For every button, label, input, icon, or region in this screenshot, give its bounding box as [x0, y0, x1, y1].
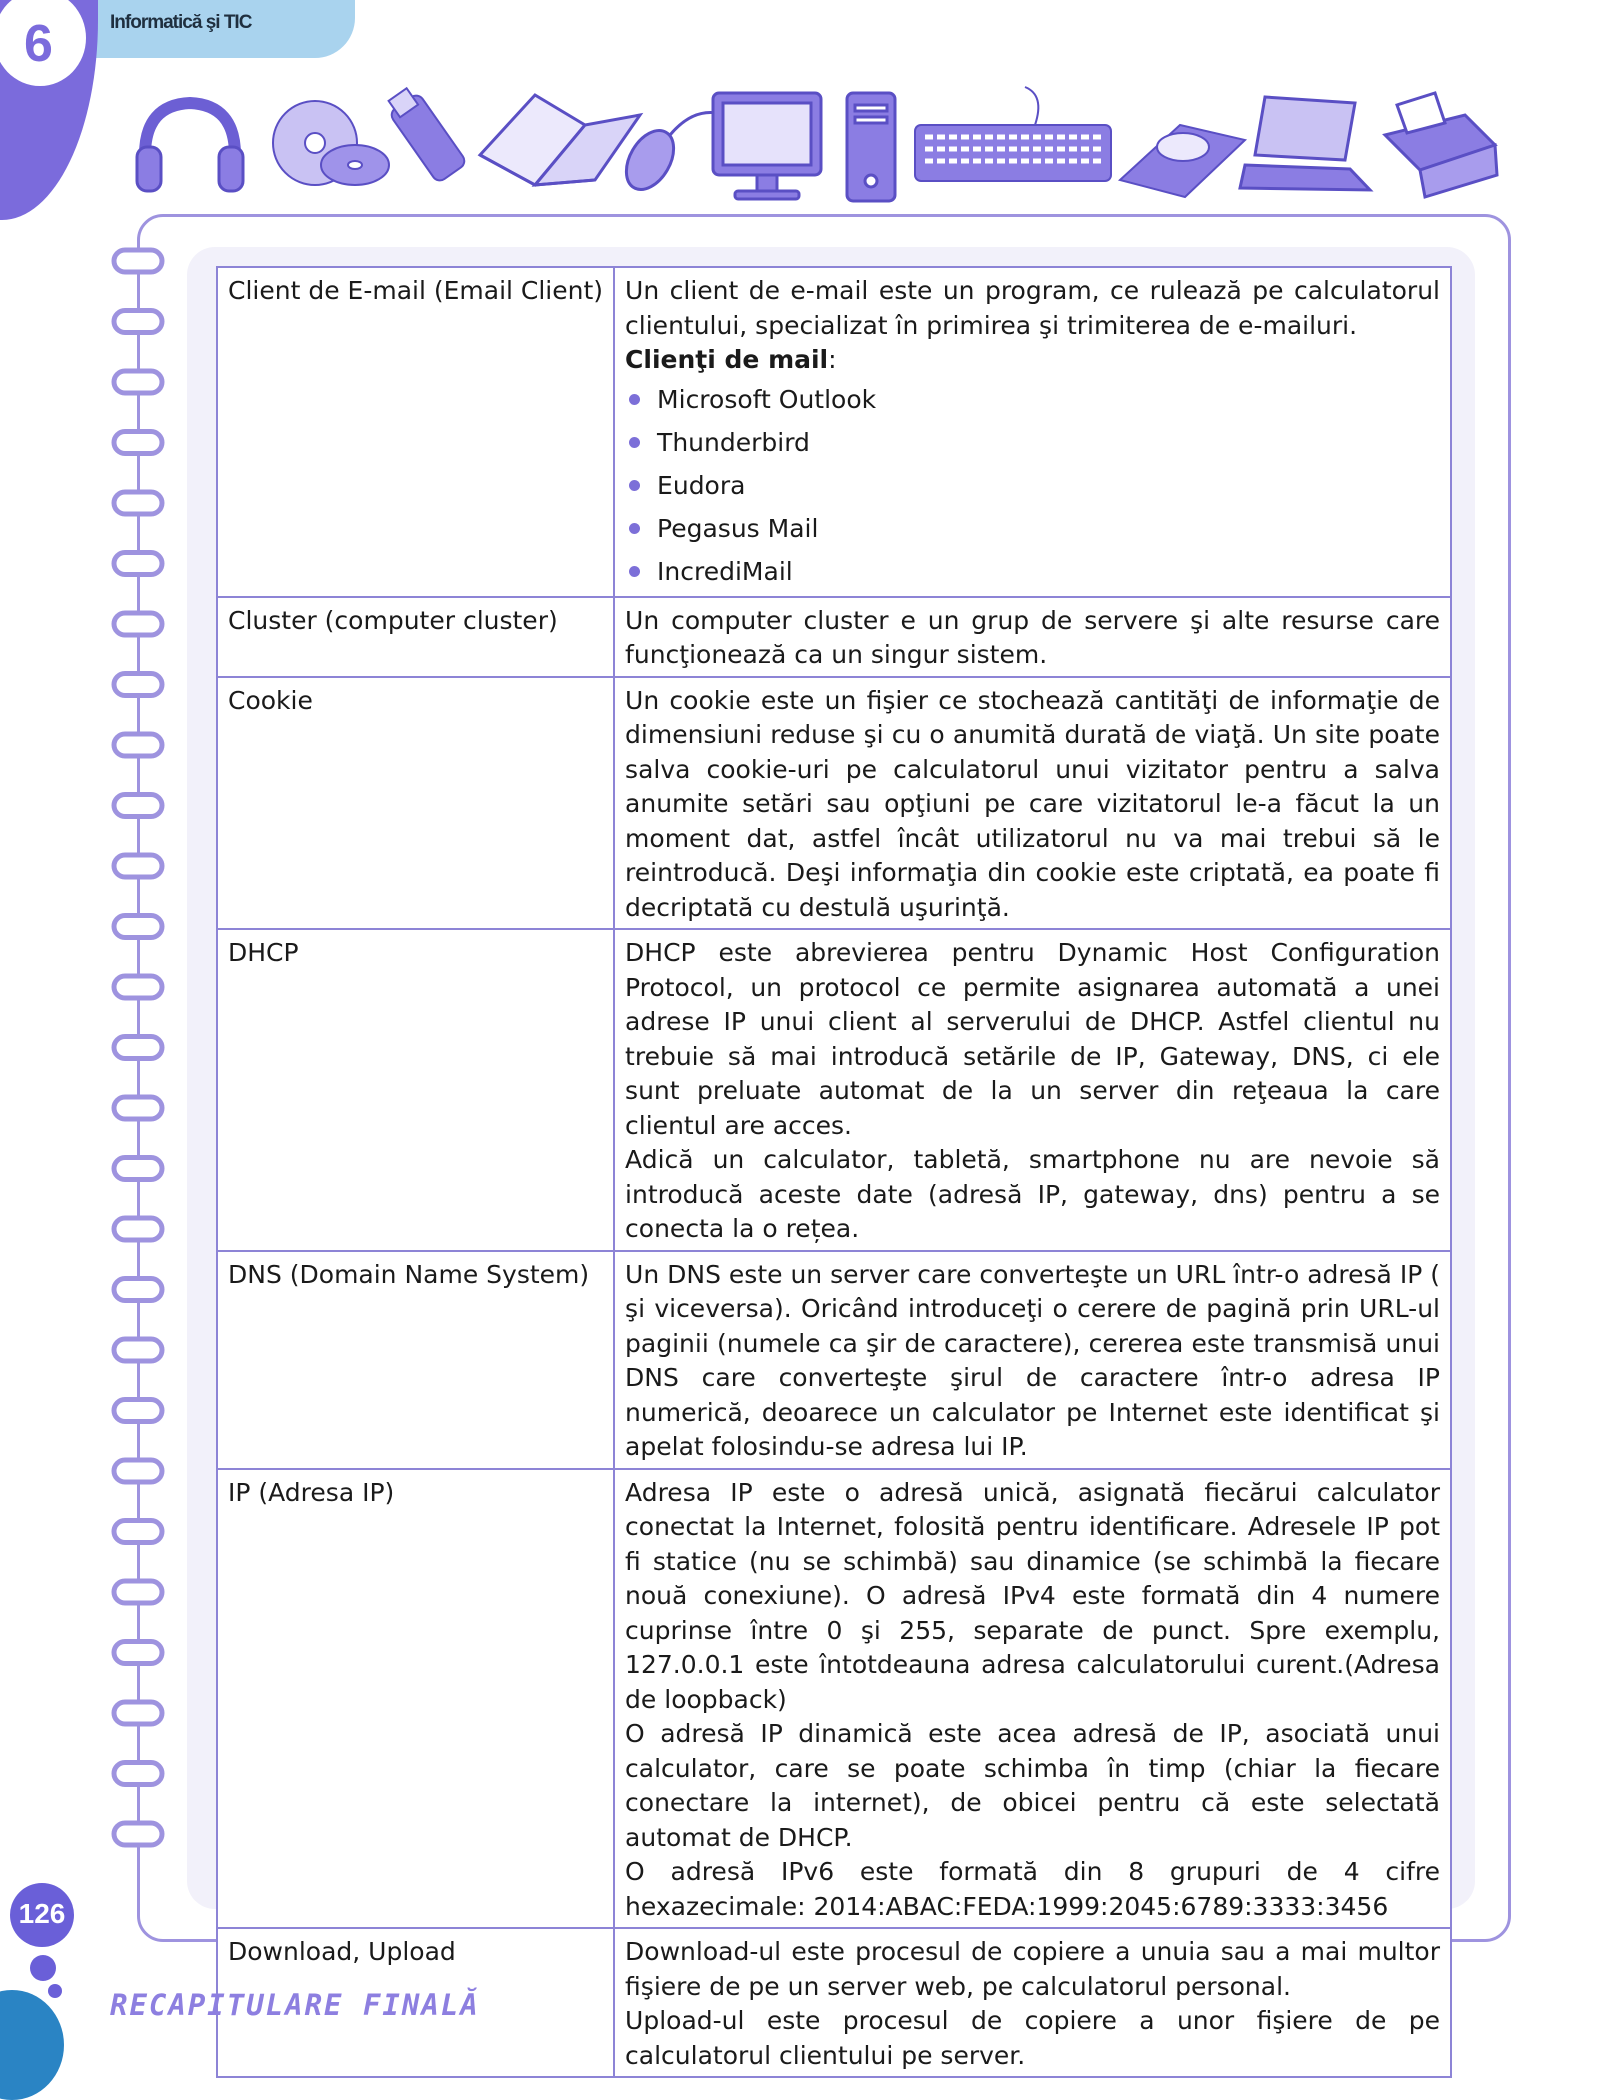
binding-ring [114, 1158, 162, 1180]
glossary-definition [614, 1251, 1451, 1469]
section-label: RECAPITULARE FINALĂ [110, 1988, 480, 2022]
binding-ring [114, 1218, 162, 1240]
binding-ring [114, 1521, 162, 1543]
glossary-term: Download, Upload [217, 1928, 614, 2077]
definition-paragraph: Un DNS este un server care converteşte un URL într-o adresă IP ( şi viceversa). Oricând introduceţi o cerere de pagină prin URL-ul paginii (numele ca şir de caractere), cererea este transmisă unui DNS care converteşte şirul de caractere într-o adresa IP numerică, deoarece un calculator pe Internet este identificat şi apelat folosindu-se adresa lui IP. [625, 1259, 1440, 1461]
device-icon-strip [135, 85, 1505, 210]
glossary-table [216, 266, 1452, 2078]
binding-ring [114, 1339, 162, 1361]
usb-stick-icon [389, 88, 468, 183]
binding-ring [114, 976, 162, 998]
glossary-definition [614, 1469, 1451, 1929]
monitor-icon [713, 93, 821, 199]
mail-client-list [625, 378, 1440, 593]
binding-ring [114, 613, 162, 635]
binding-ring [114, 1400, 162, 1422]
binding-ring [114, 1279, 162, 1301]
binding-ring [114, 1097, 162, 1119]
laptop-icon [1240, 97, 1370, 190]
binding-ring [114, 1763, 162, 1785]
definition-paragraph: DHCP este abrevierea pentru Dynamic Host Configuration Protocol, un protocol ce permite asignarea automată a unei adrese IP unui client al serverului de DHCP. Astfel clientul nu trebuie să mai introducă setările de IP, Gateway, DNS, ci ele sunt preluate automat de la un server din reţeaua la care clientul are acces. [625, 938, 1440, 1140]
list-heading: Clienţi de mail [625, 345, 829, 374]
page-number: 126 [18, 1898, 66, 1929]
definition-paragraph: Adică un calculator, tabletă, smartphone nu are nevoie să introducă aceste date (adresă IP, gateway, dns) pentru a se conecta la o rețea. [625, 1145, 1440, 1243]
list-item: Eudora [625, 464, 1440, 507]
glossary-term: IP (Adresa IP) [217, 1469, 614, 1929]
glossary-row [217, 597, 1451, 677]
list-item: IncrediMail [625, 550, 1440, 593]
book-mouse-icon [1120, 125, 1245, 197]
glossary-row [217, 929, 1451, 1251]
binding-ring [114, 734, 162, 756]
glossary-row [217, 677, 1451, 930]
binding-ring [114, 250, 162, 272]
binding-ring [114, 311, 162, 333]
printer-icon [1385, 93, 1497, 197]
glossary-term: Cookie [217, 677, 614, 930]
open-book-icon [480, 95, 640, 185]
cd-icon [273, 101, 389, 185]
headphones-icon [137, 103, 243, 191]
binding-ring [114, 795, 162, 817]
definition-paragraph: Upload-ul este procesul de copiere a unor fişiere de pe calculatorul clientului pe server. [625, 2006, 1440, 2070]
definition-paragraph: Un computer cluster e un grup de servere şi alte resurse care funcţionează ca un singur sistem. [625, 605, 1440, 669]
decorative-dot [30, 1955, 56, 1981]
binding-ring [114, 855, 162, 877]
decorative-dot [48, 1984, 62, 1998]
list-item: Microsoft Outlook [625, 378, 1440, 421]
binding-ring [114, 1702, 162, 1724]
binding-ring [114, 1823, 162, 1845]
glossary-definition [614, 267, 1451, 597]
definition-paragraph: Un client de e-mail este un program, ce rulează pe calculatorul clientului, specializat în primirea şi trimiterea de e-mailuri. [625, 276, 1440, 340]
glossary-term: Client de E-mail (Email Client) [217, 267, 614, 597]
glossary-row [217, 1469, 1451, 1929]
glossary-definition [614, 1928, 1451, 2077]
list-heading-suffix: : [828, 345, 837, 374]
book-title: Informatică şi TIC [110, 12, 252, 33]
glossary-term: Cluster (computer cluster) [217, 597, 614, 677]
glossary-definition [614, 677, 1451, 930]
spiral-binding [110, 242, 170, 1862]
binding-ring [114, 492, 162, 514]
glossary-term: DNS (Domain Name System) [217, 1251, 614, 1469]
binding-ring [114, 1037, 162, 1059]
binding-ring [114, 553, 162, 575]
glossary-definition [614, 929, 1451, 1251]
binding-ring [114, 1642, 162, 1664]
keyboard-icon [915, 87, 1111, 181]
chapter-number: 6 [24, 15, 53, 73]
binding-ring [114, 674, 162, 696]
glossary-row [217, 267, 1451, 597]
footer-corner-decoration [0, 1990, 64, 2100]
definition-paragraph: Un cookie este un fişier ce stochează cantităţi de informaţie de dimensiuni reduse şi cu o anumită durată de viaţă. Un site poate salva cookie-uri pe calculatorul unui vizitator pentru a salva anumite setări sau opţiuni pe care vizitatorul le-a făcut la un moment dat, astfel încât utilizatorul nu va mai trebui să le reintroducă. Deşi informaţia din cookie este criptată, ea poate fi decriptată cu destulă uşurinţă. [625, 685, 1440, 922]
list-heading-line [625, 343, 1440, 378]
binding-ring [114, 432, 162, 454]
definition-paragraph: O adresă IPv6 este formată din 8 grupuri de 4 cifre hexazecimale: 2014:ABAC:FEDA:1999:2045:6789:3333:3456 [625, 1857, 1440, 1921]
glossary-row [217, 1251, 1451, 1469]
list-item: Thunderbird [625, 421, 1440, 464]
definition-paragraph: Download-ul este procesul de copiere a unuia sau a mai multor fişiere de pe un server web, pe calculatorul personal. [625, 1937, 1440, 2001]
definition-paragraph: Adresa IP este o adresă unică, asignată fiecărui calculator conectat la Internet, folosită pentru identificare. Adresele IP pot fi statice (nu se schimbă) sau dinamice (se schimbă la fiecare nouă conexiune). O adresă IPv4 este formată din 4 numere cuprinse între 0 şi 255, separate de punct. Spre exemplu, 127.0.0.1 este întotdeauna adresa calculatorului curent.(Adresa de loopback) [625, 1477, 1440, 1714]
binding-ring [114, 371, 162, 393]
definition-paragraph: O adresă IP dinamică este acea adresă de IP, asociată unui calculator, care se poate schimba în timp (chiar la fiecare conectare la internet), de obicei pentru că este selectată automat de DHCP. [625, 1719, 1440, 1852]
glossary-definition [614, 597, 1451, 677]
binding-ring [114, 1460, 162, 1482]
binding-ring [114, 1581, 162, 1603]
pc-tower-icon [847, 93, 895, 201]
list-item: Pegasus Mail [625, 507, 1440, 550]
binding-ring [114, 916, 162, 938]
glossary-term: DHCP [217, 929, 614, 1251]
